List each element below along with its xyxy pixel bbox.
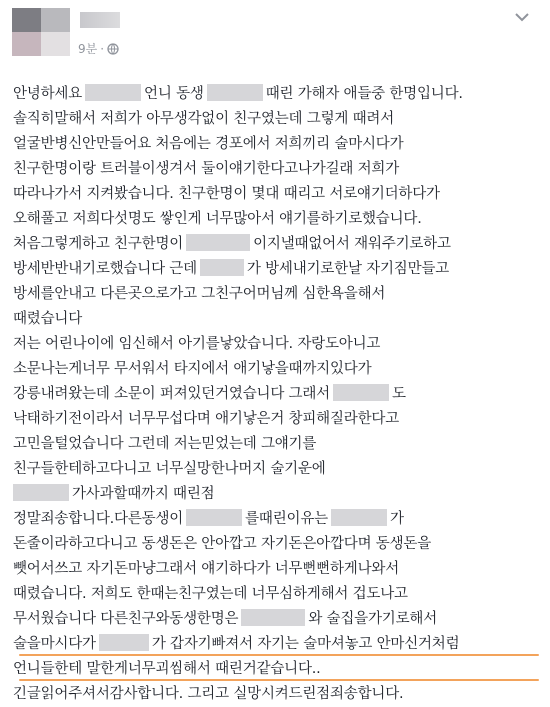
post-line	[13, 532, 543, 557]
redacted-name	[85, 84, 141, 101]
redacted-name	[241, 609, 305, 626]
separator-dot: ·	[100, 41, 105, 56]
avatar-pixel	[12, 8, 41, 32]
line-text: 얼굴반병신안만들어요 처음에는 경포에서 저희끼리 술마시다가	[13, 136, 404, 152]
line-text: 낙태하기전이라서 너무무섭다며 애기낳은거 창피해질라한다고	[13, 411, 400, 427]
redacted-name	[331, 509, 387, 526]
redacted-name	[186, 509, 242, 526]
line-text: 친구한명이랑 트러블이생겨서 둘이얘기한다고나가길래 저희가	[13, 161, 400, 177]
avatar-pixel	[12, 32, 41, 56]
highlight-underline	[19, 654, 539, 656]
line-text: 처음그렇게하고 친구한명이	[13, 236, 184, 252]
post-header	[0, 0, 550, 62]
line-text: 정말죄송합니다.다른동생이	[13, 511, 184, 527]
redacted-name	[207, 84, 263, 101]
timestamp[interactable]: 9분	[78, 42, 98, 56]
post-line	[13, 357, 543, 382]
post-line	[13, 107, 543, 132]
redacted-name	[186, 234, 250, 251]
avatar-pixel	[41, 32, 70, 56]
line-text: 친구들한테하고다니고 너무실망한나머지 술기운에	[13, 461, 326, 477]
post-line	[13, 207, 543, 232]
line-text: 뺏어서쓰고 자기돈마냥그래서 얘기하다가 너무뻔뻔하게나와서	[13, 561, 400, 577]
line-text: 따라나가서 지켜봤습니다. 친구한명이 몇대 때리고 서로얘기더하다가	[13, 186, 440, 202]
post-line	[13, 332, 543, 357]
avatar-pixel	[41, 8, 70, 32]
post-line	[13, 607, 543, 632]
post-line	[13, 657, 543, 682]
line-text: 때린 가해자 애들중 한명입니다.	[265, 86, 463, 102]
post-line	[13, 682, 543, 707]
line-text: 도	[391, 386, 406, 402]
line-text: 가	[389, 511, 404, 527]
line-text: 안녕하세요	[13, 86, 83, 102]
post-line	[13, 382, 543, 407]
post-meta	[78, 40, 119, 57]
post-line	[13, 182, 543, 207]
line-text: 솔직히말해서 저희가 아무생각없이 친구였는데 그렇게 때려서	[13, 111, 395, 127]
post-line	[13, 407, 543, 432]
line-text: 언니 동생	[144, 86, 204, 102]
line-text: 가 방세내기로한날 자기짐만들고	[246, 261, 450, 277]
line-text: 방세반반내기로했습니다 근데	[13, 261, 197, 277]
line-text: 와 술집을가기로해서	[308, 611, 437, 627]
redacted-name	[13, 484, 69, 501]
post-line	[13, 507, 543, 532]
post-line	[13, 632, 543, 657]
line-text: 술을마시다가	[13, 636, 96, 652]
post-line	[13, 282, 543, 307]
post-body	[13, 82, 543, 707]
line-text: 방세를안내고 다른곳으로가고 그친구어머님께 심한욕을해서	[13, 286, 386, 302]
line-text: 긴글읽어주셔서감사합니다. 그리고 실망시켜드린점죄송합니다.	[13, 686, 404, 702]
line-text: 언니들한테 말한게너무괴씸해서 때린거같습니다..	[13, 661, 321, 677]
line-text: 때렸습니다. 저희도 한때는친구였는데 너무심하게해서 겁도나고	[13, 586, 408, 602]
line-text: 돈줄이라하고다니고 동생돈은 안아깝고 자기돈은아깝다며 동생돈을	[13, 536, 432, 552]
line-text: 오해풀고 저희다섯명도 쌓인게 너무많아서 얘기를하기로했습니다.	[13, 211, 422, 227]
line-text: 소문나는게너무 무서워서 타지에서 애기낳을때까지있다가	[13, 361, 372, 377]
post-line	[13, 482, 543, 507]
post-line	[13, 432, 543, 457]
line-text: 저는 어린나이에 임신해서 아기를낳았습니다. 자랑도아니고	[13, 336, 381, 352]
post-line	[13, 257, 543, 282]
line-text: 이지낼때없어서 재워주기로하고	[253, 236, 451, 252]
globe-icon	[107, 43, 119, 55]
post-line	[13, 557, 543, 582]
chevron-down-icon[interactable]	[513, 10, 531, 24]
line-text: 강릉내려왔는데 소문이 퍼져있던거였습니다 그래서	[13, 386, 330, 402]
line-text: 무서웠습니다 다른친구와동생한명은	[13, 611, 239, 627]
post-line	[13, 82, 543, 107]
post-line	[13, 157, 543, 182]
line-text: 고민을털었습니다 그런데 저는믿었는데 그얘기를	[13, 436, 317, 452]
line-text: 가사과할때까지 때린점	[72, 486, 215, 502]
avatar[interactable]	[12, 8, 70, 56]
highlight-underline	[19, 679, 539, 681]
line-text: 때렸습니다	[13, 311, 83, 327]
redacted-name	[99, 634, 149, 651]
post-line	[13, 232, 543, 257]
post-line	[13, 132, 543, 157]
post-line	[13, 307, 543, 332]
redacted-name	[333, 384, 389, 401]
redacted-name	[200, 259, 244, 276]
line-text: 가 갑자기빠져서 자기는 술마셔놓고 안마신거처럼	[151, 636, 460, 652]
author-name-redacted[interactable]	[80, 12, 120, 28]
post-line	[13, 457, 543, 482]
line-text: 를때린이유는	[245, 511, 328, 527]
post-line	[13, 582, 543, 607]
